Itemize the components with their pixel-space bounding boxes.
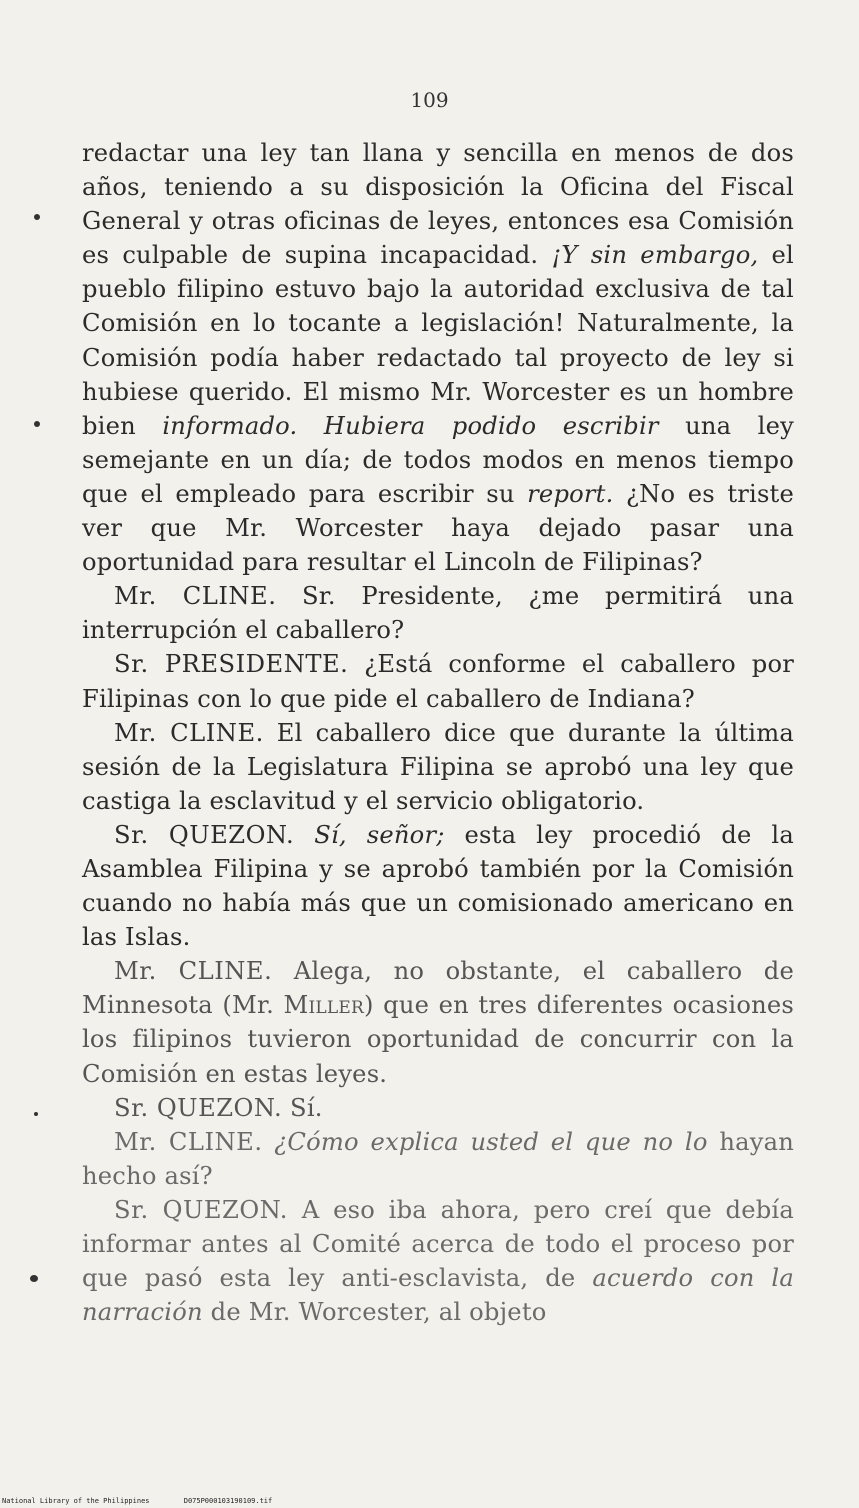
paragraph-2: Mr. CLINE. Sr. Presidente, ¿me permitirá una interrupción el caballero? [82, 582, 794, 645]
footer-filename: D075P000103190109.tif [183, 1497, 273, 1505]
page-number: 109 [410, 88, 449, 112]
scan-footer [2, 1497, 302, 1505]
margin-mark [34, 214, 40, 220]
margin-mark [34, 1112, 38, 1116]
footer-library: National Library of the Philippines [2, 1497, 150, 1505]
paragraph-8: Mr. CLINE. ¿Cómo explica usted el que no lo hayan hecho así? [82, 1127, 794, 1190]
paragraph-3: Sr. PRESIDENTE. ¿Está conforme el caballero por Filipinas con lo que pide el caballero de Indiana? [82, 650, 794, 713]
body-text [82, 136, 794, 1329]
paragraph-1: redactar una ley tan llana y sencilla en menos de dos años, teniendo a su disposición la Oficina del Fiscal General y otras oficinas de leyes, entonces esa Comisión es culpable de supina incapacidad. ¡Y sin embargo, el pueblo filipino estuvo bajo la autoridad exclusiva de tal Comisión en lo tocante a legislación! Naturalmente, la Comisión podía haber redactado tal proyecto de ley si hubiese querido. El mismo Mr. Worcester es un hombre bien informado. Hubiera podido escribir una ley semejante en un día; de todos modos en menos tiempo que el empleado para escribir su report. ¿No es triste ver que Mr. Worcester haya dejado pasar una oportunidad para resultar el Lincoln de Filipinas? [82, 139, 794, 577]
margin-mark [30, 1275, 38, 1282]
paragraph-4: Mr. CLINE. El caballero dice que durante la última sesión de la Legislatura Filipina se aprobó una ley que castiga la esclavitud y el servicio obligatorio. [82, 718, 794, 815]
paragraph-6: Mr. CLINE. Alega, no obstante, el caballero de Minnesota (Mr. Miller) que en tres diferentes ocasiones los filipinos tuvieron oportunidad de concurrir con la Comisión en estas leyes. [82, 957, 794, 1088]
paragraph-5: Sr. QUEZON. Sí, señor; esta ley procedió de la Asamblea Filipina y se aprobó también por la Comisión cuando no había más que un comisionado americano en las Islas. [82, 820, 794, 952]
paragraph-7: Sr. QUEZON. Sí. [114, 1093, 323, 1122]
margin-mark [34, 421, 40, 427]
paragraph-9: Sr. QUEZON. A eso iba ahora, pero creí que debía informar antes al Comité acerca de todo el proceso por que pasó esta ley anti-esclavista, de acuerdo con la narración de Mr. Worcester, al objeto [82, 1195, 794, 1327]
